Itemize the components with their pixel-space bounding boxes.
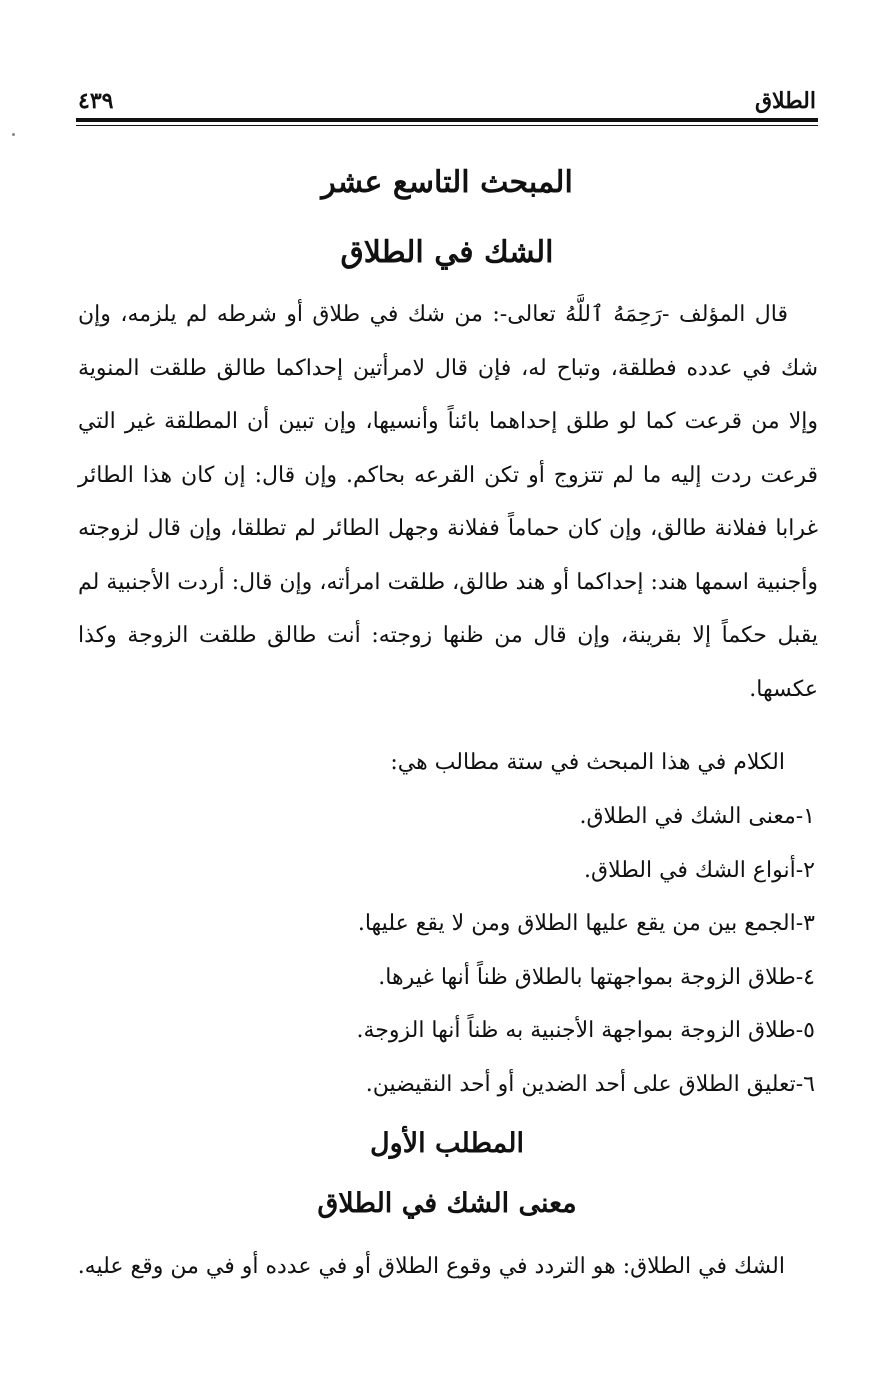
quoted-text-paragraph	[78, 288, 818, 716]
outline-intro: الكلام في هذا المبحث في ستة مطالب هي:	[390, 750, 785, 775]
outline-item: ٥-طلاق الزوجة بمواجهة الأجنبية به ظناً أنها الزوجة.	[356, 1018, 815, 1043]
section-subtitle: الشك في الطلاق	[340, 235, 554, 270]
outline-item: ٦-تعليق الطلاق على أحد الضدين أو أحد النقيضين.	[365, 1071, 815, 1097]
definition-text: الشك في الطلاق: هو التردد في وقوع الطلاق أو في عدده أو في من وقع عليه.	[77, 1254, 785, 1279]
outline-item: ٢-أنواع الشك في الطلاق.	[584, 857, 815, 883]
header-rule-thick	[76, 118, 818, 122]
outline-item: ٣-الجمع بين من يقع عليها الطلاق ومن لا يقع عليها.	[357, 911, 815, 936]
scan-speck	[12, 133, 15, 136]
outline-item: ٤-طلاق الزوجة بمواجهتها بالطلاق ظناً أنها غيرها.	[378, 964, 815, 990]
chapter-title: الطلاق	[754, 88, 816, 114]
outline-list	[255, 790, 815, 1111]
header-rule-thin	[76, 125, 818, 126]
topic-subtitle: معنى الشك في الطلاق	[317, 1188, 577, 1219]
page-number: ٤٣٩	[78, 88, 114, 114]
quoted-text: قال المؤلف -رَحِمَهُ ٱللَّهُ تعالى-: من شك في طلاق أو شرطه لم يلزمه، وإن شك في عدده فطلقة، وتباح له، فإن قال لامرأتين إحداكما طالق طلقت المنوية وإلا من قرعت كما لو طلق إحداهما بائناً وأنسيها، وإن تبين أن المطلقة غير التي قرعت ردت إليه ما لم تتزوج أو تكن القرعه بحاكم. وإن قال: إن كان هذا الطائر غرابا ففلانة طالق، وإن كان حماماً ففلانة وجهل الطائر لم تطلقا، وإن قال لزوجته وأجنبية اسمها هند: إحداكما أو هند طالق، طلقت امرأته، وإن قال: أردت الأجنبية لم يقبل حكماً إلا بقرينة، وإن قال من ظنها زوجته: أنت طالق طلقت الزوجة وكذا عكسها.	[78, 302, 818, 702]
running-header	[78, 88, 816, 122]
outline-item: ١-معنى الشك في الطلاق.	[579, 804, 815, 829]
section-title: المبحث التاسع عشر	[321, 165, 573, 200]
topic-title: المطلب الأول	[370, 1128, 524, 1159]
